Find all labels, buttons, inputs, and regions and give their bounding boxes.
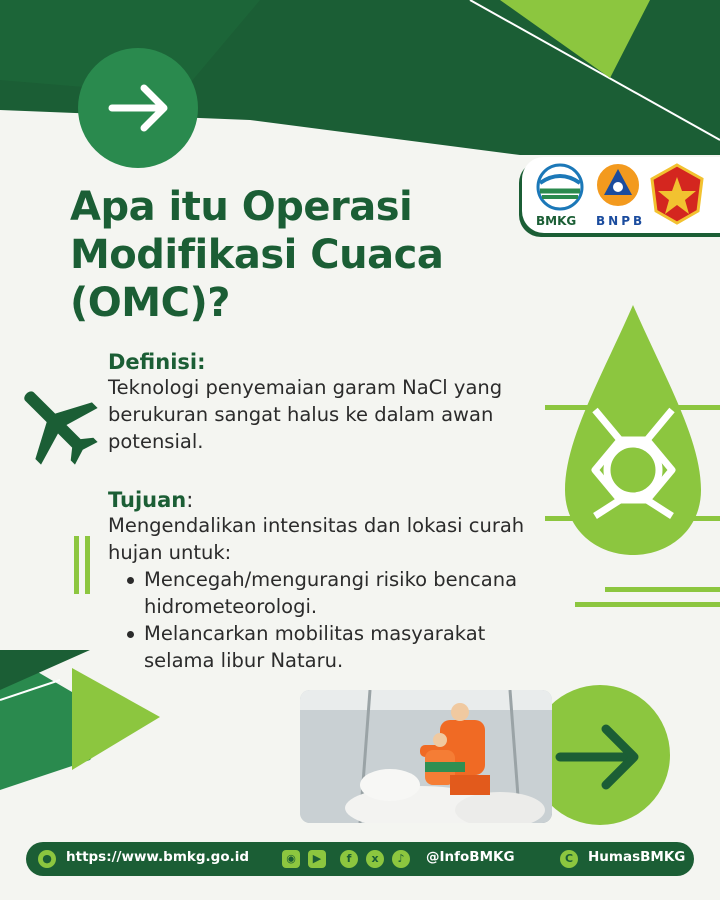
vertical-bar bbox=[74, 536, 79, 594]
operation-photo bbox=[300, 690, 552, 823]
humas-icon: C bbox=[560, 850, 578, 868]
facebook-icon[interactable]: f bbox=[340, 850, 358, 868]
stripe bbox=[605, 587, 720, 592]
tujuan-section bbox=[108, 488, 568, 674]
humas-handle[interactable]: HumasBMKG bbox=[588, 849, 686, 865]
bnpb-logo-icon bbox=[592, 159, 644, 211]
list-item: Melancarkan mobilitas masyarakat selama libur Nataru. bbox=[118, 620, 558, 674]
tujuan-list bbox=[118, 566, 558, 674]
logo-card bbox=[522, 157, 720, 233]
stripe bbox=[575, 602, 720, 607]
bmkg-label: BMKG bbox=[536, 214, 577, 228]
social-handle[interactable]: @InfoBMKG bbox=[426, 849, 515, 865]
page-title: Apa itu Operasi Modifikasi Cuaca (OMC)? bbox=[70, 184, 444, 326]
footer-bar bbox=[26, 842, 694, 876]
list-item: Mencegah/mengurangi risiko bencana hidrometeorologi. bbox=[118, 566, 558, 620]
x-icon[interactable]: x bbox=[366, 850, 384, 868]
definisi-text: Teknologi penyemaian garam NaCl yang berukuran sangat halus ke dalam awan potensial. bbox=[108, 376, 503, 453]
tni-logo-icon bbox=[648, 163, 706, 225]
tujuan-intro: Mengendalikan intensitas dan lokasi curah hujan untuk: bbox=[108, 514, 525, 564]
website-link[interactable]: https://www.bmkg.go.id bbox=[66, 849, 250, 865]
globe-icon: ● bbox=[38, 850, 56, 868]
tujuan-heading: Tujuan: bbox=[108, 488, 194, 512]
water-drop-icon bbox=[545, 305, 720, 555]
bmkg-logo-icon bbox=[530, 163, 590, 213]
definisi-heading: Definisi: bbox=[108, 350, 206, 374]
youtube-icon[interactable]: ▶ bbox=[308, 850, 326, 868]
bottom-left-light-triangle bbox=[72, 668, 160, 770]
definisi-section bbox=[108, 350, 548, 455]
instagram-icon[interactable]: ◉ bbox=[282, 850, 300, 868]
bnpb-label: BNPB bbox=[596, 214, 646, 228]
tiktok-icon[interactable]: ♪ bbox=[392, 850, 410, 868]
airplane-icon bbox=[0, 365, 115, 481]
vertical-bar bbox=[85, 536, 90, 594]
